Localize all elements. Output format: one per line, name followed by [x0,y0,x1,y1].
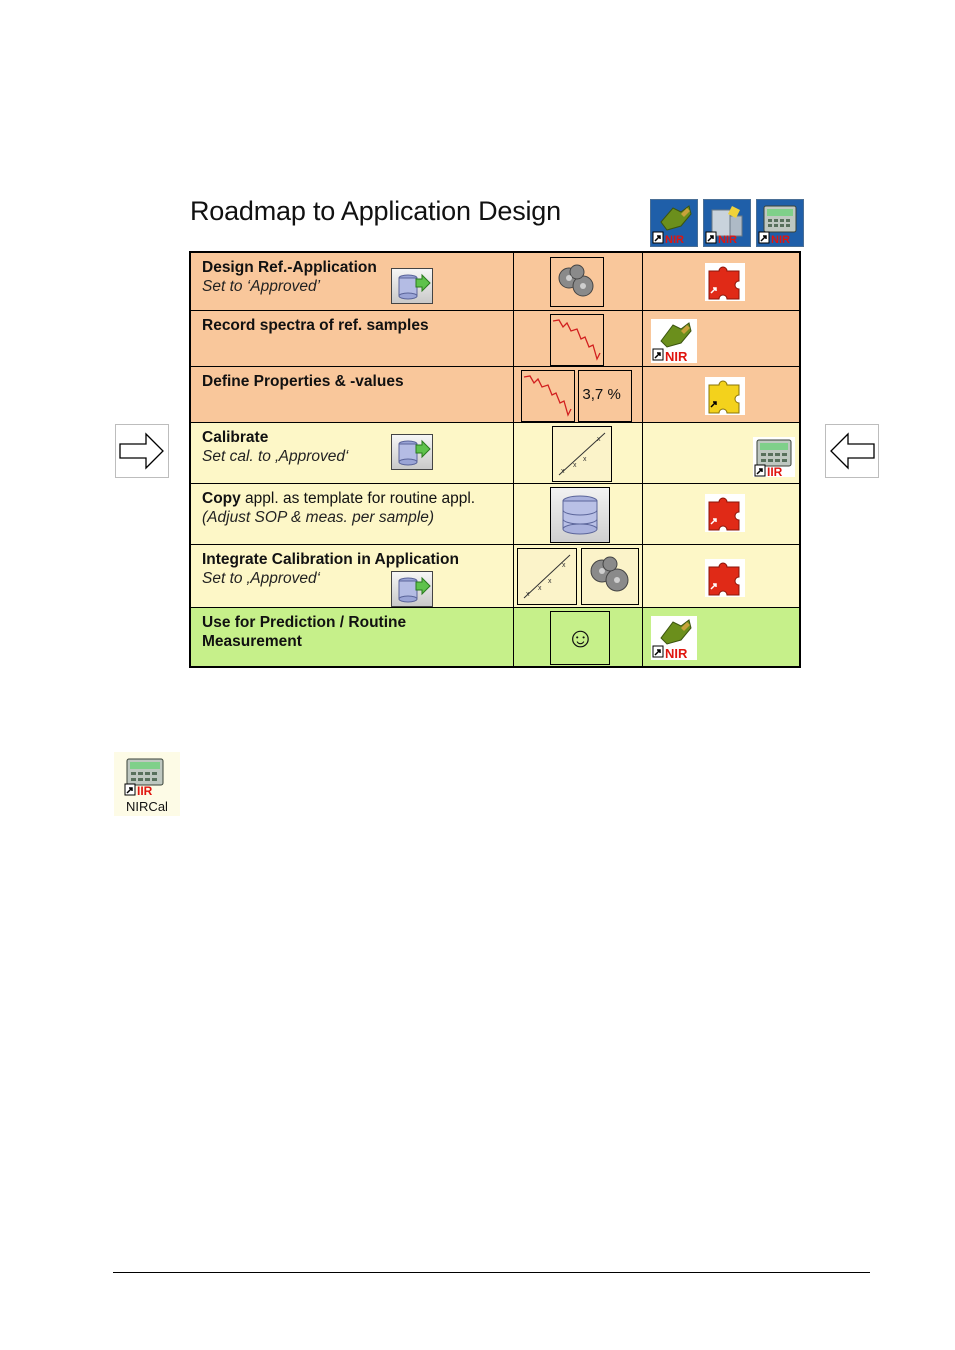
step-row-calibrate [190,422,800,483]
step-label-cell[interactable] [190,607,514,667]
puzzle-red-icon[interactable] [705,559,745,602]
step-tool-cell [643,544,801,607]
svg-text:x: x [538,584,542,592]
smiley-icon: ☺ [550,611,610,665]
nir-operator-hand-icon[interactable] [651,319,697,368]
step-title: Integrate Calibration in Application [202,550,459,568]
gears-icon [550,257,604,307]
svg-text:x: x [583,455,587,463]
nir-management-icon[interactable] [703,199,751,247]
step-row-integrate-calibration [190,544,800,607]
step-tool-cell [643,483,801,544]
step-subtitle: (Adjust SOP & meas. per sample) [202,508,435,526]
next-arrow-button[interactable] [115,424,169,478]
nircal-shortcut[interactable] [114,752,180,816]
step-tool-cell [643,607,801,667]
nir-operator-hand-icon[interactable] [650,199,698,247]
step-tool-cell [643,252,801,310]
spectrum-icon [550,314,604,366]
svg-text:x: x [526,590,530,598]
regression-plot-icon [517,548,577,605]
svg-text:x: x [597,435,601,443]
step-label-cell[interactable] [190,422,514,483]
svg-text:IIR: IIR [767,464,783,477]
step-row-record-spectra [190,310,800,366]
nir-operator-hand-icon[interactable] [651,616,697,665]
step-title: Design Ref.-Application [202,259,377,276]
roadmap-panel [178,188,807,670]
svg-text:NIR: NIR [665,645,688,660]
step-row-copy-application [190,483,800,544]
step-title: Record spectra of ref. samples [202,316,429,334]
step-title: Define Properties & -values [202,372,404,390]
step-title: Calibrate [202,428,269,446]
step-visual-cell [514,252,643,310]
step-subtitle: Set to ‚Approved‘ [202,569,321,587]
svg-text:x: x [561,467,565,475]
roadmap-title: Roadmap to Application Design [190,196,561,226]
step-tool-cell [643,310,801,366]
nircal-icon[interactable] [756,199,804,247]
database-approve-icon[interactable] [391,434,433,470]
step-title-line2: Measurement [202,632,302,650]
step-label-cell[interactable] [190,310,514,366]
svg-text:NIR: NIR [665,234,684,246]
previous-arrow-button[interactable] [825,424,879,478]
svg-text:NIR: NIR [771,234,790,246]
step-title-bold: Copy [202,489,241,507]
step-label-cell[interactable] [190,483,514,544]
step-label-cell[interactable] [190,544,514,607]
step-subtitle: Set cal. to ‚Approved‘ [202,447,349,465]
arrow-left-icon [826,425,878,477]
step-visual-cell [514,544,643,607]
step-visual-cell [514,366,643,422]
svg-text:IIR: IIR [137,784,153,796]
roadmap-steps-table [189,251,801,668]
shortcut-label: NIRCal [126,799,168,814]
svg-text:NIR: NIR [718,234,737,246]
property-value-label: 3,7 % [582,385,621,403]
gears-icon [581,548,639,605]
spectrum-icon [521,370,575,422]
step-tool-cell [643,366,801,422]
puzzle-red-icon[interactable] [705,494,745,537]
puzzle-yellow-icon[interactable] [705,377,745,420]
property-value-box [578,370,632,422]
step-row-design-ref-application [190,252,800,310]
nircal-icon[interactable] [753,437,795,482]
step-visual-cell [514,607,643,667]
footer-divider [113,1272,870,1273]
step-row-use-for-prediction [190,607,800,667]
database-icon [550,487,610,543]
step-row-define-properties [190,366,800,422]
step-subtitle: Set to ‘Approved’ [202,278,321,295]
svg-text:x: x [562,561,566,569]
svg-text:x: x [548,577,552,585]
nircal-icon [124,756,168,801]
regression-plot-icon [552,426,612,482]
database-approve-icon[interactable] [391,571,433,607]
svg-text:x: x [573,461,577,469]
step-label-cell[interactable] [190,252,514,310]
step-visual-cell [514,483,643,544]
step-label-cell[interactable] [190,366,514,422]
database-approve-icon[interactable] [391,268,433,304]
step-title-line1: Use for Prediction / Routine [202,613,407,631]
step-title-rest: appl. as template for routine appl. [240,489,476,507]
step-tool-cell [643,422,801,483]
step-visual-cell [514,310,643,366]
puzzle-red-icon[interactable] [705,263,745,306]
step-visual-cell [514,422,643,483]
svg-text:NIR: NIR [665,348,688,363]
arrow-right-icon [116,425,168,477]
